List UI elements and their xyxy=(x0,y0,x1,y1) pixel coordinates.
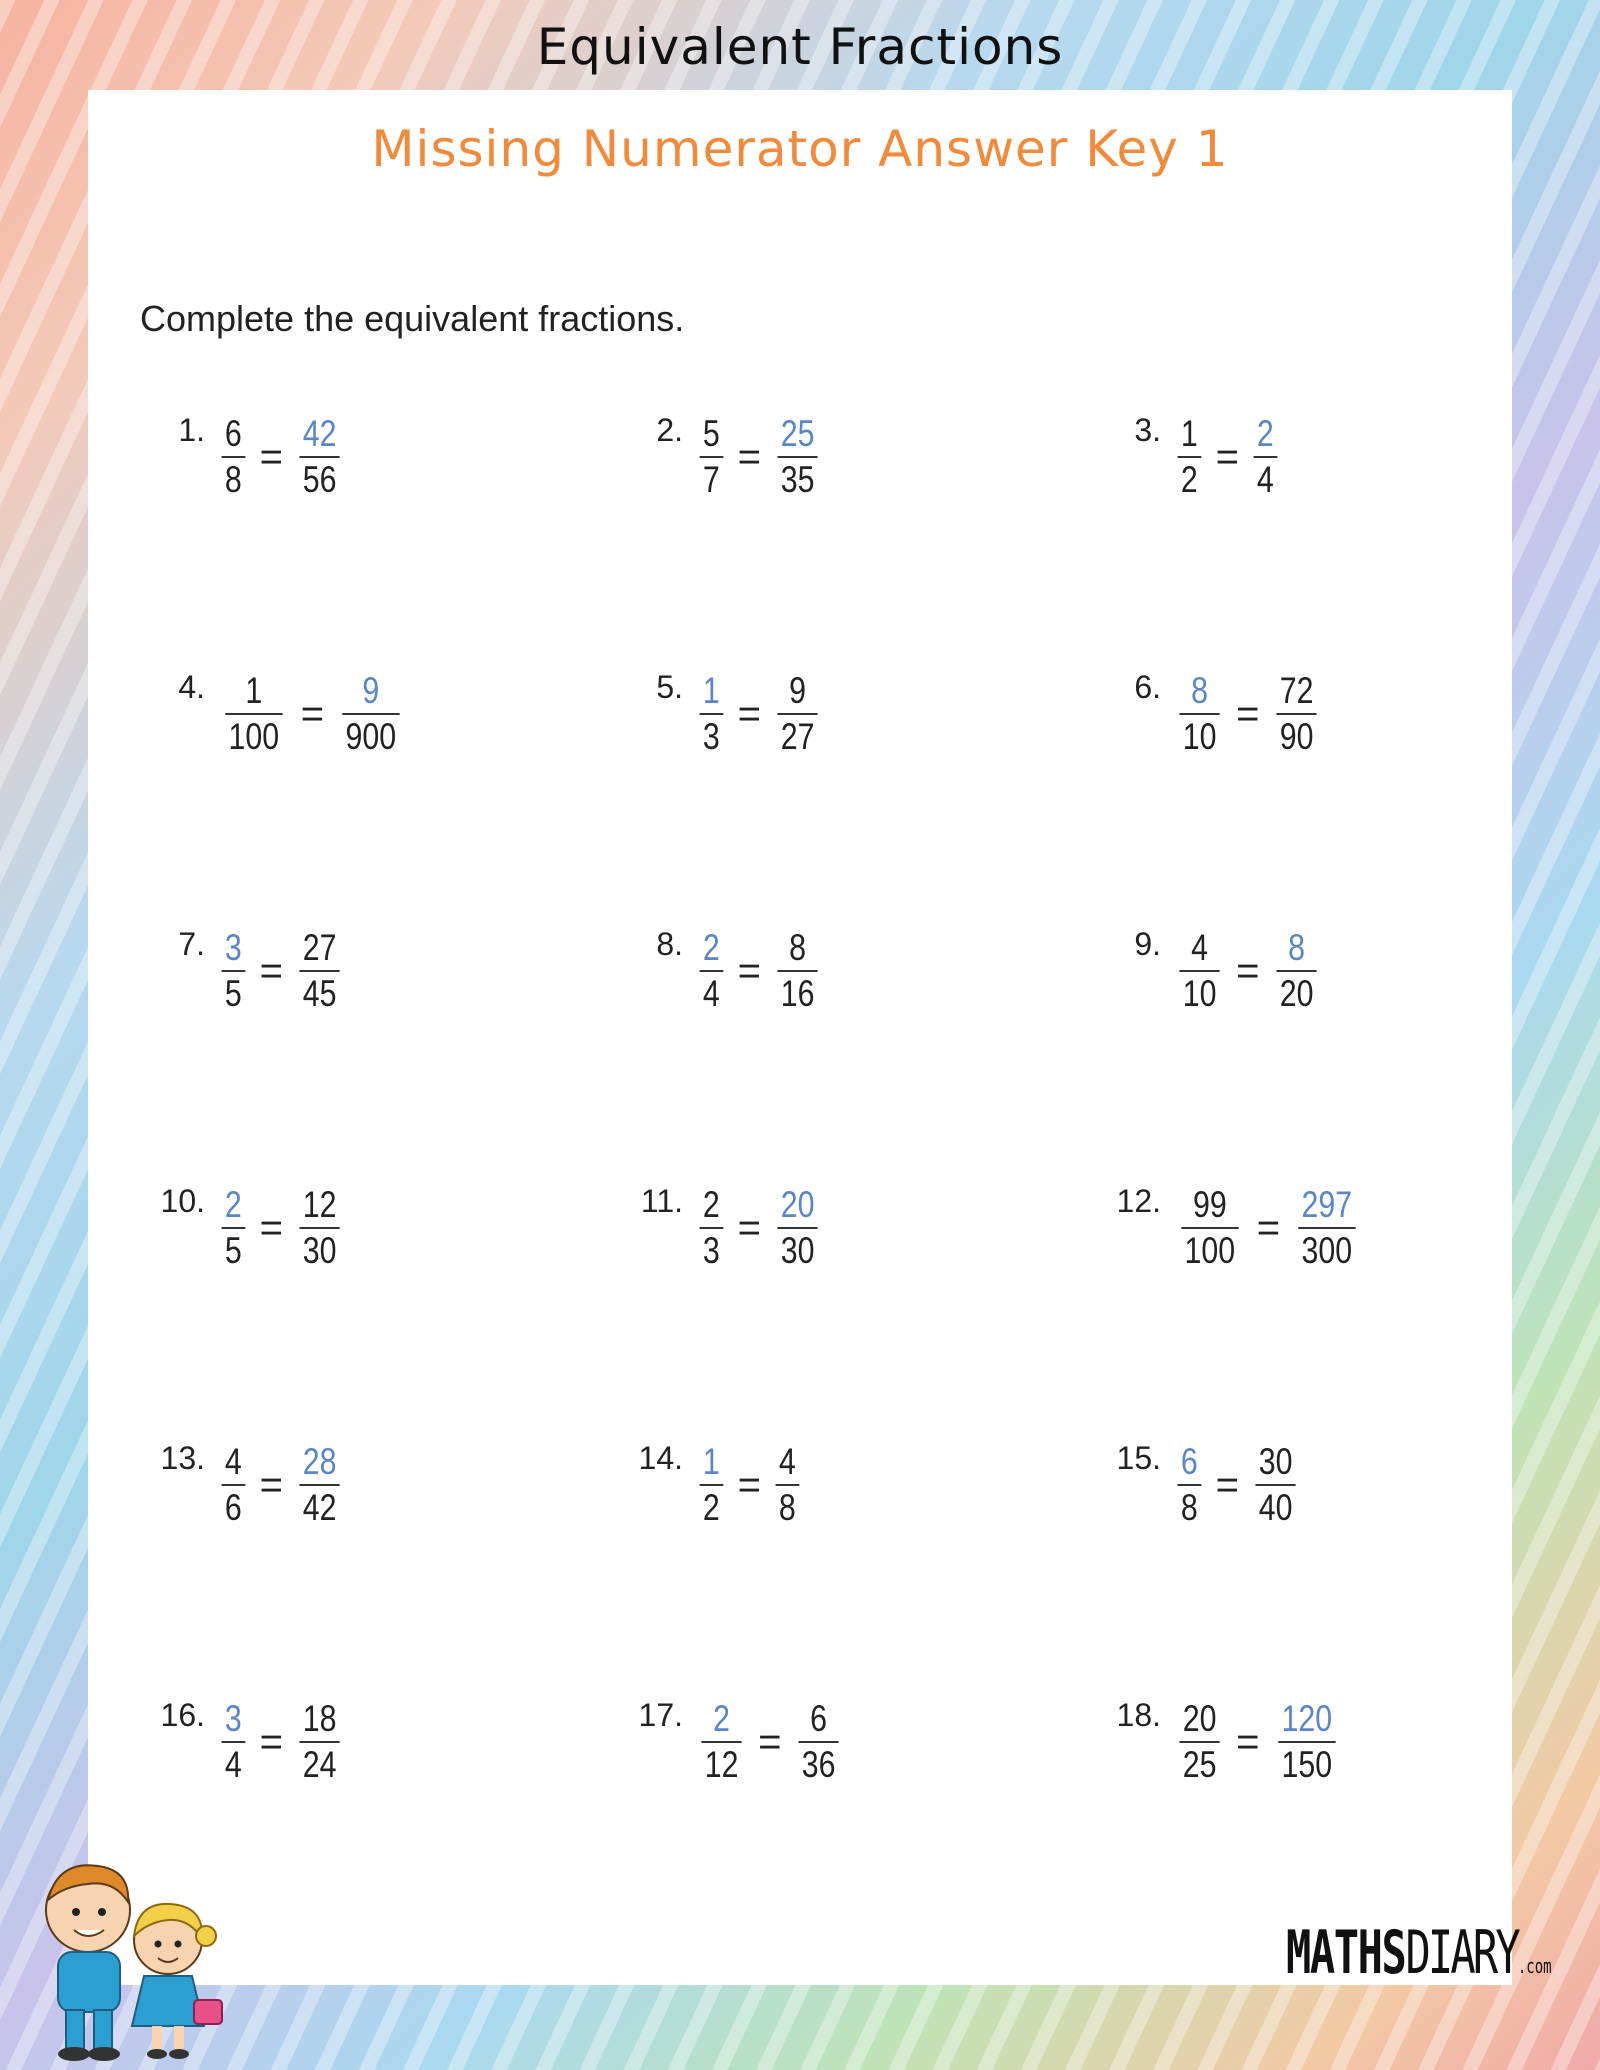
right-denominator: 16 xyxy=(780,973,815,1014)
left-numerator: 1 xyxy=(245,670,263,711)
right-fraction xyxy=(1276,926,1316,1016)
left-denominator: 100 xyxy=(1184,1230,1236,1271)
logo-maths-text: MATHS xyxy=(1286,1918,1406,1988)
right-numerator: 12 xyxy=(302,1184,337,1225)
fraction-equation xyxy=(1175,1697,1341,1787)
left-fraction xyxy=(1181,1183,1238,1273)
right-fraction xyxy=(299,1183,339,1273)
left-denominator: 7 xyxy=(702,459,720,500)
fraction-equation xyxy=(219,926,344,1016)
fraction-equation xyxy=(697,1697,843,1787)
right-denominator: 56 xyxy=(302,459,337,500)
right-numerator: 9 xyxy=(362,670,380,711)
right-numerator: 297 xyxy=(1301,1184,1353,1225)
problem-number: 6. xyxy=(1134,669,1161,705)
problem-item xyxy=(133,924,611,1181)
problem-item xyxy=(133,1181,611,1438)
left-fraction xyxy=(225,669,282,759)
problem-number: 13. xyxy=(160,1440,205,1476)
left-fraction xyxy=(222,926,245,1016)
problem-item xyxy=(133,667,611,924)
right-denominator: 24 xyxy=(302,1744,337,1785)
equals-sign: = xyxy=(259,434,283,479)
logo-diary-text: DIARY xyxy=(1405,1918,1518,1988)
right-fraction xyxy=(777,412,817,502)
equals-sign: = xyxy=(1236,1719,1260,1764)
fraction-equation xyxy=(219,1697,344,1787)
problem-item xyxy=(1089,667,1513,924)
left-denominator: 25 xyxy=(1182,1744,1217,1785)
problem-number: 16. xyxy=(160,1697,205,1733)
problem-number: 15. xyxy=(1116,1440,1161,1476)
right-fraction xyxy=(299,412,339,502)
fraction-equation xyxy=(697,1183,822,1273)
left-numerator: 20 xyxy=(1182,1698,1217,1739)
equals-sign: = xyxy=(758,1719,782,1764)
right-fraction xyxy=(1278,1697,1335,1787)
left-denominator: 4 xyxy=(224,1744,242,1785)
right-denominator: 45 xyxy=(302,973,337,1014)
right-denominator: 900 xyxy=(345,716,397,757)
right-denominator: 300 xyxy=(1301,1230,1353,1271)
left-fraction xyxy=(222,1697,245,1787)
right-numerator: 8 xyxy=(789,927,806,968)
left-fraction xyxy=(700,1440,723,1530)
equals-sign: = xyxy=(737,691,761,736)
left-numerator: 99 xyxy=(1192,1184,1227,1225)
left-fraction xyxy=(1179,1697,1219,1787)
right-numerator: 28 xyxy=(302,1441,337,1482)
right-fraction xyxy=(1276,669,1316,759)
problem-number: 14. xyxy=(638,1440,683,1476)
equals-sign: = xyxy=(259,1205,283,1250)
fraction-equation xyxy=(1175,926,1321,1016)
right-numerator: 42 xyxy=(302,413,337,454)
left-numerator: 1 xyxy=(1180,413,1198,454)
right-fraction xyxy=(1255,1440,1295,1530)
right-fraction xyxy=(299,926,339,1016)
left-fraction xyxy=(700,1183,723,1273)
problem-item xyxy=(1089,1695,1513,1952)
problem-item xyxy=(133,410,611,667)
right-denominator: 8 xyxy=(778,1487,796,1528)
left-fraction xyxy=(1178,1440,1201,1530)
problem-number: 18. xyxy=(1116,1697,1161,1733)
problem-item xyxy=(611,1695,1089,1952)
right-fraction xyxy=(1298,1183,1355,1273)
equals-sign: = xyxy=(1215,434,1239,479)
fraction-equation xyxy=(1175,412,1280,502)
left-denominator: 8 xyxy=(1180,1487,1198,1528)
equals-sign: = xyxy=(1215,1462,1239,1507)
right-denominator: 35 xyxy=(780,459,815,500)
left-numerator: 3 xyxy=(224,927,242,968)
right-fraction xyxy=(777,669,817,759)
right-denominator: 36 xyxy=(801,1744,835,1785)
right-numerator: 2 xyxy=(1256,413,1274,454)
problem-item xyxy=(1089,1181,1513,1438)
problem-number: 8. xyxy=(656,926,683,962)
worksheet xyxy=(88,90,1512,1985)
left-denominator: 2 xyxy=(1180,459,1198,500)
left-denominator: 5 xyxy=(224,1230,242,1271)
right-denominator: 42 xyxy=(302,1487,337,1528)
left-numerator: 3 xyxy=(224,1698,242,1739)
problem-number: 9. xyxy=(1134,926,1161,962)
fraction-equation xyxy=(697,412,822,502)
problem-number: 10. xyxy=(160,1183,205,1219)
left-fraction xyxy=(700,669,723,759)
problem-number: 4. xyxy=(178,669,205,705)
fraction-equation xyxy=(219,1183,344,1273)
children-illustration-icon xyxy=(18,1840,238,2070)
left-denominator: 100 xyxy=(228,716,280,757)
right-denominator: 40 xyxy=(1258,1487,1293,1528)
left-numerator: 8 xyxy=(1191,670,1209,711)
right-numerator: 25 xyxy=(780,413,815,454)
fraction-equation xyxy=(697,926,822,1016)
left-numerator: 4 xyxy=(224,1441,242,1482)
problem-item xyxy=(611,1438,1089,1695)
right-denominator: 27 xyxy=(780,716,815,757)
equals-sign: = xyxy=(1236,691,1260,736)
left-numerator: 4 xyxy=(1191,927,1209,968)
fraction-equation xyxy=(219,412,344,502)
problem-item xyxy=(1089,410,1513,667)
fraction-equation xyxy=(1175,1440,1300,1530)
equals-sign: = xyxy=(737,948,761,993)
equals-sign: = xyxy=(737,1205,761,1250)
fraction-equation xyxy=(219,1440,344,1530)
problem-number: 2. xyxy=(656,412,683,448)
problem-number: 1. xyxy=(178,412,205,448)
right-fraction xyxy=(798,1697,838,1787)
problem-number: 11. xyxy=(640,1183,683,1219)
problem-item xyxy=(1089,924,1513,1181)
left-numerator: 5 xyxy=(702,413,720,454)
right-denominator: 90 xyxy=(1279,716,1313,757)
right-numerator: 120 xyxy=(1281,1698,1332,1739)
left-numerator: 2 xyxy=(702,1184,720,1225)
left-numerator: 2 xyxy=(224,1184,242,1225)
right-denominator: 20 xyxy=(1279,973,1313,1014)
problem-number: 7. xyxy=(178,926,205,962)
right-numerator: 72 xyxy=(1279,670,1313,711)
left-denominator: 10 xyxy=(1182,716,1217,757)
equals-sign: = xyxy=(1256,1205,1281,1250)
right-numerator: 9 xyxy=(789,670,806,711)
left-fraction xyxy=(222,1183,245,1273)
right-numerator: 18 xyxy=(302,1698,337,1739)
right-numerator: 6 xyxy=(809,1698,827,1739)
left-denominator: 6 xyxy=(224,1487,242,1528)
page-title: Equivalent Fractions xyxy=(536,18,1064,76)
right-fraction xyxy=(299,1440,339,1530)
right-fraction xyxy=(777,926,817,1016)
left-denominator: 4 xyxy=(702,973,720,1014)
problem-grid xyxy=(133,410,1513,1970)
right-numerator: 8 xyxy=(1287,927,1305,968)
left-fraction xyxy=(700,926,723,1016)
right-denominator: 4 xyxy=(1256,459,1274,500)
problem-item xyxy=(1089,1438,1513,1695)
left-fraction xyxy=(222,1440,245,1530)
equals-sign: = xyxy=(300,691,325,736)
left-denominator: 12 xyxy=(704,1744,739,1785)
worksheet-subtitle: Missing Numerator Answer Key 1 xyxy=(371,120,1229,178)
left-denominator: 3 xyxy=(702,1230,720,1271)
left-denominator: 8 xyxy=(224,459,242,500)
left-fraction xyxy=(701,1697,741,1787)
right-fraction xyxy=(776,1440,799,1530)
equals-sign: = xyxy=(737,1462,761,1507)
equals-sign: = xyxy=(1236,948,1260,993)
fraction-equation xyxy=(697,1440,802,1530)
fraction-equation xyxy=(1175,669,1321,759)
left-denominator: 3 xyxy=(702,716,720,757)
right-fraction xyxy=(777,1183,817,1273)
right-fraction xyxy=(1254,412,1277,502)
right-fraction xyxy=(299,1697,339,1787)
equals-sign: = xyxy=(259,948,283,993)
logo-com-text: .com xyxy=(1517,1954,1552,1978)
left-fraction xyxy=(1179,926,1219,1016)
right-numerator: 30 xyxy=(1258,1441,1293,1482)
equals-sign: = xyxy=(259,1719,283,1764)
left-numerator: 1 xyxy=(702,670,720,711)
right-denominator: 30 xyxy=(302,1230,337,1271)
problem-number: 5. xyxy=(656,669,683,705)
right-fraction xyxy=(342,669,399,759)
right-denominator: 150 xyxy=(1281,1744,1332,1785)
right-denominator: 30 xyxy=(780,1230,815,1271)
problem-item xyxy=(611,667,1089,924)
fraction-equation xyxy=(1175,1183,1362,1273)
left-fraction xyxy=(1178,412,1201,502)
left-denominator: 2 xyxy=(702,1487,720,1528)
left-numerator: 6 xyxy=(1180,1441,1198,1482)
problem-item xyxy=(133,1438,611,1695)
problem-item xyxy=(611,1181,1089,1438)
equals-sign: = xyxy=(737,434,761,479)
left-numerator: 2 xyxy=(702,927,720,968)
left-denominator: 10 xyxy=(1182,973,1217,1014)
fraction-equation xyxy=(219,669,406,759)
left-denominator: 5 xyxy=(224,973,242,1014)
problem-item xyxy=(611,924,1089,1181)
equals-sign: = xyxy=(259,1462,283,1507)
fraction-equation xyxy=(697,669,822,759)
problem-number: 3. xyxy=(1134,412,1161,448)
left-fraction xyxy=(222,412,245,502)
instructions: Complete the equivalent fractions. xyxy=(140,298,685,339)
left-fraction xyxy=(700,412,723,502)
right-numerator: 20 xyxy=(780,1184,815,1225)
problem-number: 12. xyxy=(1116,1183,1161,1219)
left-fraction xyxy=(1179,669,1219,759)
left-numerator: 1 xyxy=(702,1441,720,1482)
mathsdiary-logo xyxy=(1286,1918,1552,1988)
right-numerator: 4 xyxy=(778,1441,796,1482)
right-numerator: 27 xyxy=(302,927,337,968)
left-numerator: 6 xyxy=(224,413,242,454)
left-numerator: 2 xyxy=(713,1698,731,1739)
problem-number: 17. xyxy=(638,1697,683,1733)
problem-item xyxy=(611,410,1089,667)
